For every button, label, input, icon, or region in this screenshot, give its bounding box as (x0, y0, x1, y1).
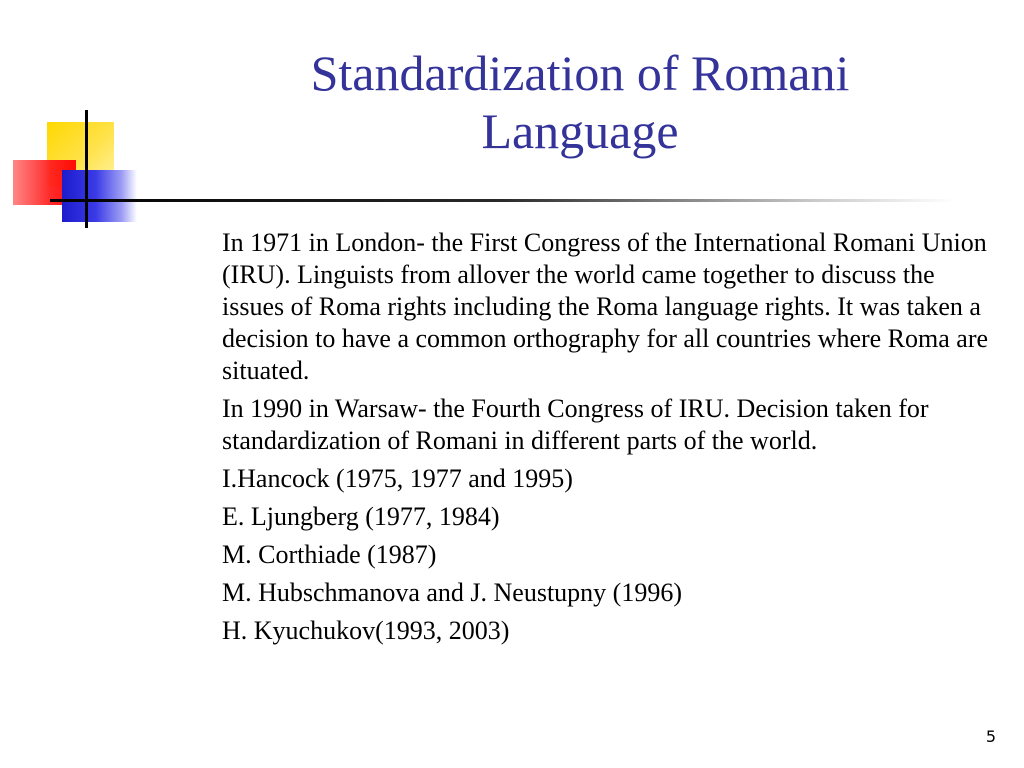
slide-title-line-2: Language (481, 103, 679, 159)
reference-hubschmanova-neustupny: M. Hubschmanova and J. Neustupny (1996) (222, 578, 682, 607)
page-number: 5 (985, 727, 996, 746)
reference-hancock: I.Hancock (1975, 1977 and 1995) (222, 464, 573, 493)
slide-title (180, 44, 980, 160)
paragraph-congress-1990: In 1990 in Warsaw- the Fourth Congress of IRU. Decision taken for standardization of Romani in different parts of the world. (222, 394, 929, 455)
reference-kyuchukov: H. Kyuchukov(1993, 2003) (222, 616, 510, 645)
slide-body (222, 227, 1002, 653)
slide-title-line-1: Standardization of Romani (310, 45, 850, 101)
decorative-vertical-line (85, 110, 88, 228)
reference-ljungberg: E. Ljungberg (1977, 1984) (222, 502, 500, 531)
title-divider-line (50, 199, 955, 202)
decorative-blue-square (62, 170, 137, 222)
reference-corthiade: M. Corthiade (1987) (222, 540, 437, 569)
paragraph-congress-1971: In 1971 in London- the First Congress of the International Romani Union (IRU). Linguists from allover the world came together to discuss the issues of Roma rights including the Roma language rights. It was taken a decision to have a common orthography for all countries where Roma are situated. (222, 228, 989, 385)
